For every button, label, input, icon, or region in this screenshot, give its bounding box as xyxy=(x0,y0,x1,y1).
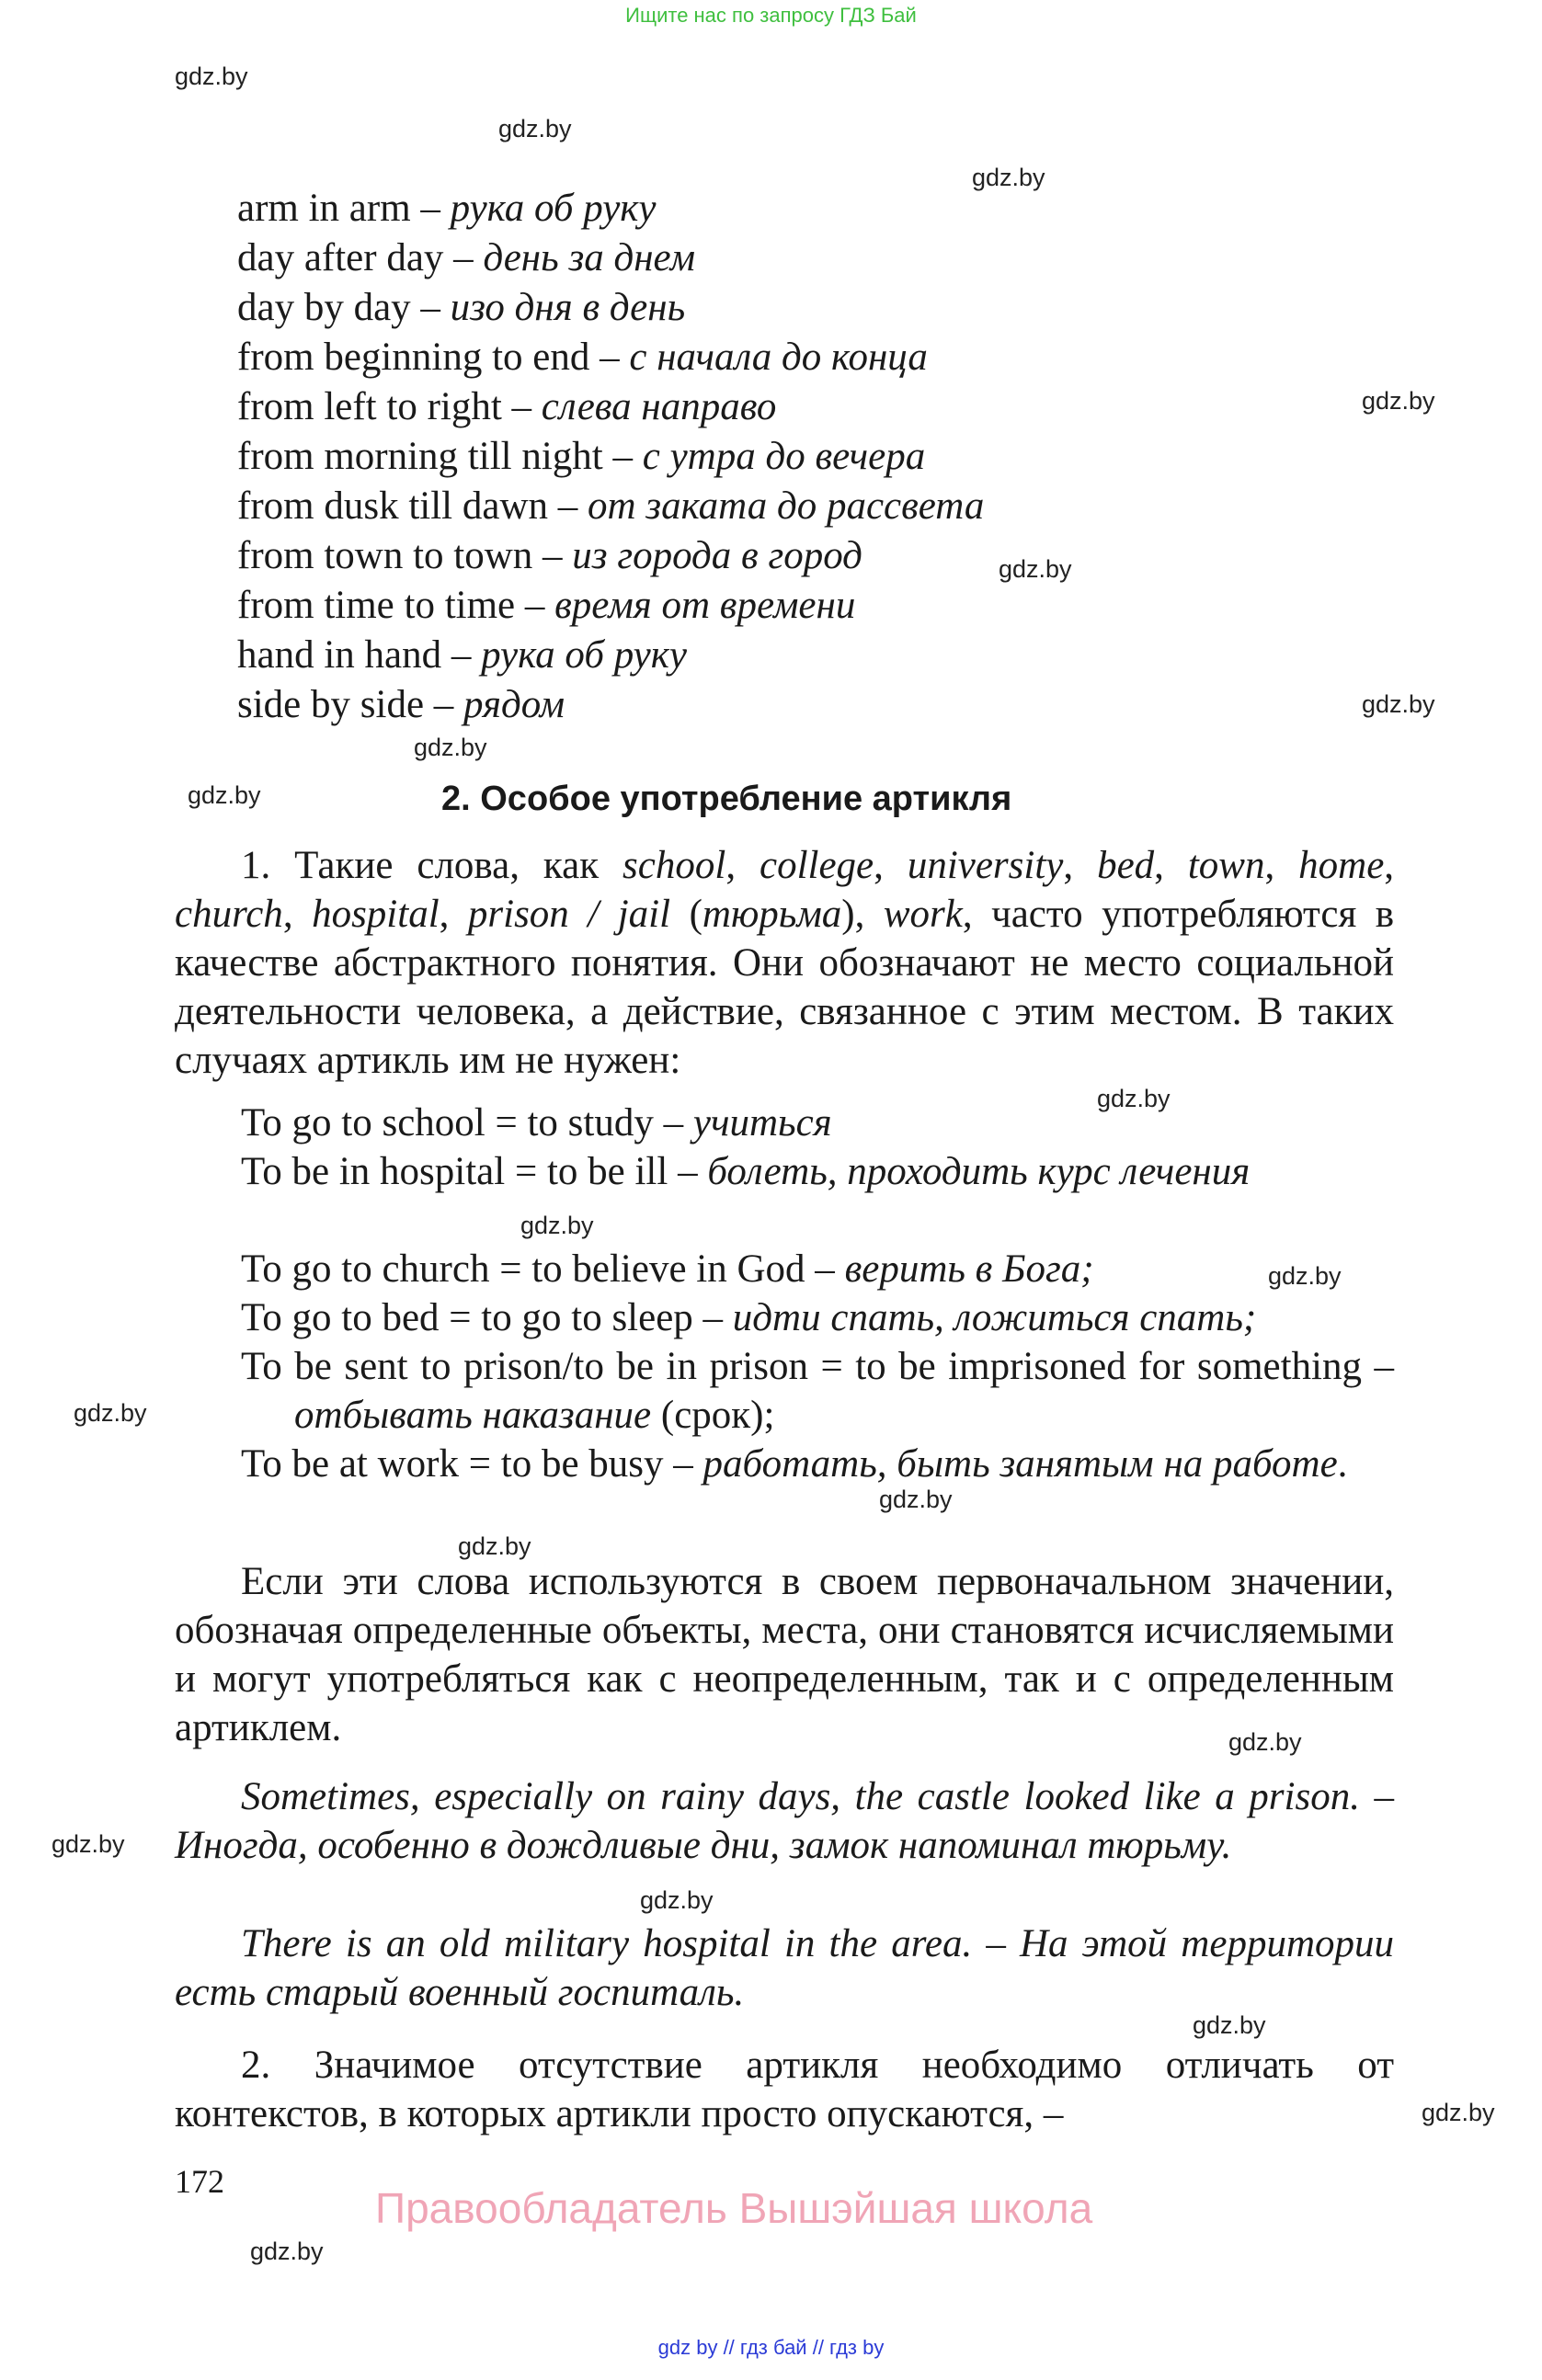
phrase-en: day after day – xyxy=(237,236,484,279)
example-ru: верить в Бога; xyxy=(844,1247,1094,1291)
phrase-item xyxy=(237,581,855,631)
phrase-item xyxy=(237,333,928,382)
text: , xyxy=(1063,844,1098,887)
term: school xyxy=(623,844,726,887)
phrase-en: side by side – xyxy=(237,683,464,726)
phrase-item xyxy=(237,382,776,432)
example-sentence: There is an old military hospital in the area. – На этой территории есть старый военный госпиталь. xyxy=(175,1922,1394,2014)
rights-holder: Правообладатель Вышэйшая школа xyxy=(375,2184,1093,2232)
example-item xyxy=(241,1342,1394,1440)
watermark: gdz.by xyxy=(1362,690,1435,718)
watermark: gdz.by xyxy=(458,1532,531,1560)
phrase-ru: рука об руку xyxy=(450,187,657,230)
page-number: 172 xyxy=(175,2163,224,2200)
phrase-item xyxy=(237,283,685,333)
watermark: gdz.by xyxy=(188,781,261,809)
phrase-en: from dusk till dawn – xyxy=(237,484,588,528)
watermark: gdz.by xyxy=(520,1212,594,1239)
example-en: To be sent to prison/to be in prison = to be imprisoned for something – xyxy=(241,1345,1394,1388)
watermark: gdz.by xyxy=(1268,1262,1342,1290)
term: тюрьма xyxy=(702,893,842,936)
watermark: gdz.by xyxy=(1228,1728,1302,1756)
phrase-en: day by day – xyxy=(237,286,451,329)
watermark: gdz.by xyxy=(414,734,487,761)
phrase-ru: с утра до вечера xyxy=(642,435,926,478)
text: , часто употребляются в качестве абстрактного понятия. Они обозначают не место социальной деятельности человека, а действие, связанное с этим местом. В таких случаях артикль им не нужен: xyxy=(175,893,1395,1082)
phrase-en: from beginning to end – xyxy=(237,336,630,379)
phrase-en: from town to town – xyxy=(237,534,573,577)
term: home xyxy=(1298,844,1385,887)
phrase-item xyxy=(237,680,565,730)
phrase-ru: время от времени xyxy=(554,584,856,627)
paragraph-3: 2. Значимое отсутствие артикля необходимо отличать от контекстов, в которых артикли просто опускаются, – xyxy=(175,2044,1394,2135)
watermark: gdz.by xyxy=(250,2238,324,2265)
phrase-ru: рядом xyxy=(463,683,565,726)
example-item xyxy=(241,1440,1394,1488)
phrase-en: from morning till night – xyxy=(237,435,643,478)
section-heading: 2. Особое употребление артикля xyxy=(441,780,1012,818)
text: , xyxy=(725,844,760,887)
watermark: gdz.by xyxy=(175,63,248,90)
example-en: To be at work = to be busy – xyxy=(241,1442,703,1486)
watermark: gdz.by xyxy=(640,1886,714,1914)
example-item xyxy=(175,1147,1394,1196)
watermark: gdz.by xyxy=(1362,387,1435,415)
footer-links: gdz by // гдз бай // гдз by xyxy=(657,2336,885,2359)
watermark: gdz.by xyxy=(999,555,1072,583)
example-item xyxy=(175,1099,1394,1147)
phrase-item xyxy=(237,432,925,482)
text: , xyxy=(1154,844,1188,887)
top-banner: Ищите нас по запросу ГДЗ Бай xyxy=(625,4,917,27)
text: , xyxy=(439,893,468,936)
term: college xyxy=(759,844,874,887)
paragraph-2: Если эти слова используются в своем первоначальном значении, обозначая определенные объекты, места, они становятся исчисляемыми и могут употребляться как с неопределенным, так и с определенным артиклем. xyxy=(175,1560,1394,1749)
phrase-en: from time to time – xyxy=(237,584,555,627)
phrase-ru: от заката до рассвета xyxy=(588,484,985,528)
example-ru: работать, быть занятым на работе xyxy=(702,1442,1338,1486)
watermark: gdz.by xyxy=(1422,2099,1495,2126)
watermark: gdz.by xyxy=(1097,1085,1171,1112)
phrase-en: hand in hand – xyxy=(237,633,482,677)
watermark: gdz.by xyxy=(1193,2011,1266,2039)
paragraph-1 xyxy=(175,841,1394,1085)
phrase-ru: рука об руку xyxy=(481,633,687,677)
term: church xyxy=(175,893,283,936)
example-en: To go to school = to study – xyxy=(241,1101,693,1144)
example-ru: учиться xyxy=(692,1101,832,1144)
text: , xyxy=(1264,844,1299,887)
term: town xyxy=(1187,844,1265,887)
example-tail: (срок); xyxy=(651,1394,775,1437)
phrase-item xyxy=(237,233,695,283)
watermark: gdz.by xyxy=(74,1399,147,1427)
phrase-ru: с начала до конца xyxy=(629,336,928,379)
watermark: gdz.by xyxy=(51,1830,125,1858)
example-ru: идти спать, ложиться спать; xyxy=(732,1296,1257,1339)
phrase-item xyxy=(237,531,862,581)
phrase-item xyxy=(237,184,657,233)
text: , xyxy=(874,844,908,887)
example-item xyxy=(175,1245,1394,1293)
term: hospital xyxy=(312,893,440,936)
term: work xyxy=(883,893,963,936)
phrase-en: arm in arm – xyxy=(237,187,451,230)
term: university xyxy=(907,844,1064,887)
text: 1. Такие слова, как xyxy=(241,844,623,887)
example-ru: отбывать наказание xyxy=(294,1394,652,1437)
example-ru: болеть, проходить курс лечения xyxy=(707,1150,1251,1193)
text: , xyxy=(282,893,313,936)
phrase-item xyxy=(237,631,687,680)
example-en: To go to bed = to go to sleep – xyxy=(241,1296,733,1339)
example-en: To go to church = to believe in God – xyxy=(241,1247,845,1291)
watermark: gdz.by xyxy=(879,1486,953,1513)
phrase-ru: день за днем xyxy=(483,236,696,279)
phrase-ru: слева направо xyxy=(541,385,777,428)
term: bed xyxy=(1097,844,1155,887)
text: ( xyxy=(670,893,702,936)
phrase-ru: из города в город xyxy=(572,534,862,577)
example-item xyxy=(175,1293,1394,1342)
text: , xyxy=(1384,844,1395,887)
example-tail: . xyxy=(1337,1442,1348,1486)
phrase-en: from left to right – xyxy=(237,385,542,428)
phrase-item xyxy=(237,482,984,531)
example-en: To be in hospital = to be ill – xyxy=(241,1150,708,1193)
watermark: gdz.by xyxy=(498,115,572,142)
watermark: gdz.by xyxy=(972,164,1045,191)
term: prison / jail xyxy=(467,893,671,936)
example-sentence: Sometimes, especially on rainy days, the castle looked like a prison. – Иногда, особенно в дождливые дни, замок напоминал тюрьму. xyxy=(175,1775,1394,1867)
phrase-ru: изо дня в день xyxy=(450,286,686,329)
text: ), xyxy=(841,893,884,936)
